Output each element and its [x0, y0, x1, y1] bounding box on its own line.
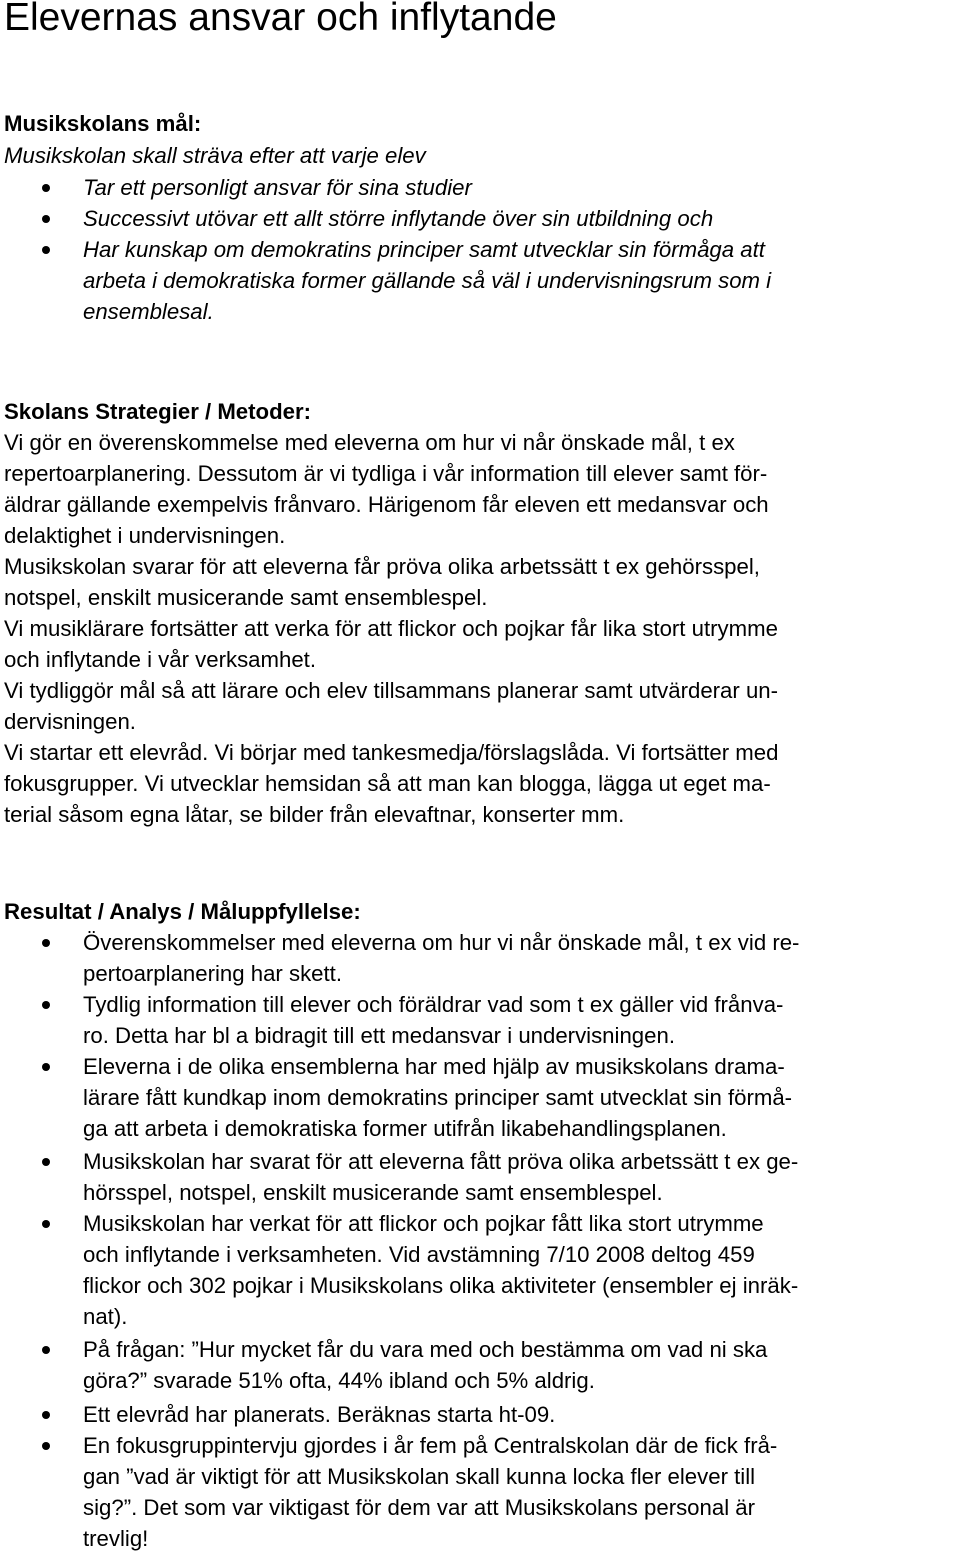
- bullet-icon: [42, 1346, 50, 1354]
- result-item-line: göra?” svarade 51% ofta, 44% ibland och 5% aldrig.: [83, 1368, 595, 1393]
- result-item-line: ga att arbeta i demokratiska former utifrån likabehandlingsplanen.: [83, 1116, 727, 1141]
- result-item-line: pertoarplanering har skett.: [83, 961, 343, 986]
- bullet-icon: [42, 1220, 50, 1228]
- strategies-line: Vi startar ett elevråd. Vi börjar med tankesmedja/förslagslåda. Vi fortsätter med: [4, 740, 779, 765]
- bullet-icon: [42, 215, 50, 223]
- result-item-line: trevlig!: [83, 1526, 149, 1551]
- result-item-line: Eleverna i de olika ensemblerna har med hjälp av musikskolans drama-: [83, 1054, 785, 1079]
- page-title: Elevernas ansvar och inflytande: [4, 0, 557, 39]
- strategies-line: notspel, enskilt musicerande samt ensemblespel.: [4, 585, 488, 610]
- bullet-icon: [42, 1442, 50, 1450]
- bullet-icon: [42, 246, 50, 254]
- bullet-icon: [42, 1063, 50, 1071]
- result-item-line: nat).: [83, 1304, 128, 1329]
- result-item-line: En fokusgruppintervju gjordes i år fem på Centralskolan där de fick frå-: [83, 1433, 778, 1458]
- strategies-line: fokusgrupper. Vi utvecklar hemsidan så att man kan blogga, lägga ut eget ma-: [4, 771, 771, 796]
- result-item-line: hörsspel, notspel, enskilt musicerande samt ensemblespel.: [83, 1180, 663, 1205]
- strategies-line: repertoarplanering. Dessutom är vi tydliga i vår information till elever samt för-: [4, 461, 768, 486]
- bullet-icon: [42, 939, 50, 947]
- strategies-heading: Skolans Strategier / Metoder:: [4, 399, 312, 424]
- result-item-line: gan ”vad är viktigt för att Musikskolan skall kunna locka fler elever till: [83, 1464, 756, 1489]
- strategies-line: Musikskolan svarar för att eleverna får pröva olika arbetssätt t ex gehörsspel,: [4, 554, 760, 579]
- strategies-line: Vi musiklärare fortsätter att verka för att flickor och pojkar får lika stort utrymme: [4, 616, 778, 641]
- result-item-line: På frågan: ”Hur mycket får du vara med och bestämma om vad ni ska: [83, 1337, 768, 1362]
- goal-item-line: Har kunskap om demokratins principer samt utvecklar sin förmåga att: [83, 237, 765, 262]
- strategies-line: äldrar gällande exempelvis frånvaro. Härigenom får eleven ett medansvar och: [4, 492, 769, 517]
- strategies-line: och inflytande i vår verksamhet.: [4, 647, 317, 672]
- result-item-line: och inflytande i verksamheten. Vid avstämning 7/10 2008 deltog 459: [83, 1242, 755, 1267]
- goal-item-line: ensemblesal.: [83, 299, 214, 324]
- goal-item-line: Tar ett personligt ansvar för sina studier: [83, 175, 472, 200]
- bullet-icon: [42, 184, 50, 192]
- bullet-icon: [42, 1001, 50, 1009]
- result-item-line: sig?”. Det som var viktigast för dem var att Musikskolans personal är: [83, 1495, 756, 1520]
- result-item-line: Tydlig information till elever och föräldrar vad som t ex gäller vid frånva-: [83, 992, 784, 1017]
- result-item-line: Musikskolan har svarat för att eleverna fått pröva olika arbetssätt t ex ge-: [83, 1149, 799, 1174]
- goal-item-line: Successivt utövar ett allt större inflytande över sin utbildning och: [83, 206, 714, 231]
- result-item-line: Överenskommelser med eleverna om hur vi når önskade mål, t ex vid re-: [83, 930, 800, 955]
- goal-item-line: arbeta i demokratiska former gällande så väl i undervisningsrum som i: [83, 268, 772, 293]
- result-item-line: flickor och 302 pojkar i Musikskolans olika aktiviteter (ensembler ej inräk-: [83, 1273, 799, 1298]
- strategies-text: [4, 427, 956, 830]
- strategies-line: Vi tydliggör mål så att lärare och elev tillsammans planerar samt utvärderar un-: [4, 678, 779, 703]
- strategies-line: Vi gör en överenskommelse med eleverna om hur vi når önskade mål, t ex: [4, 430, 735, 455]
- result-item-line: Ett elevråd har planerats. Beräknas starta ht-09.: [83, 1402, 556, 1427]
- bullet-icon: [42, 1411, 50, 1419]
- strategies-line: dervisningen.: [4, 709, 136, 734]
- result-item-line: ro. Detta har bl a bidragit till ett medansvar i undervisningen.: [83, 1023, 675, 1048]
- bullet-icon: [42, 1158, 50, 1166]
- result-item-line: Musikskolan har verkat för att flickor och pojkar fått lika stort utrymme: [83, 1211, 764, 1236]
- strategies-line: delaktighet i undervisningen.: [4, 523, 286, 548]
- strategies-line: terial såsom egna låtar, se bilder från elevaftnar, konserter mm.: [4, 802, 625, 827]
- result-item-line: lärare fått kundkap inom demokratins principer samt utvecklat sin förmå-: [83, 1085, 793, 1110]
- goals-heading: Musikskolans mål:: [4, 111, 202, 136]
- results-heading: Resultat / Analys / Måluppfyllelse:: [4, 899, 361, 924]
- goals-intro: Musikskolan skall sträva efter att varje elev: [4, 143, 426, 168]
